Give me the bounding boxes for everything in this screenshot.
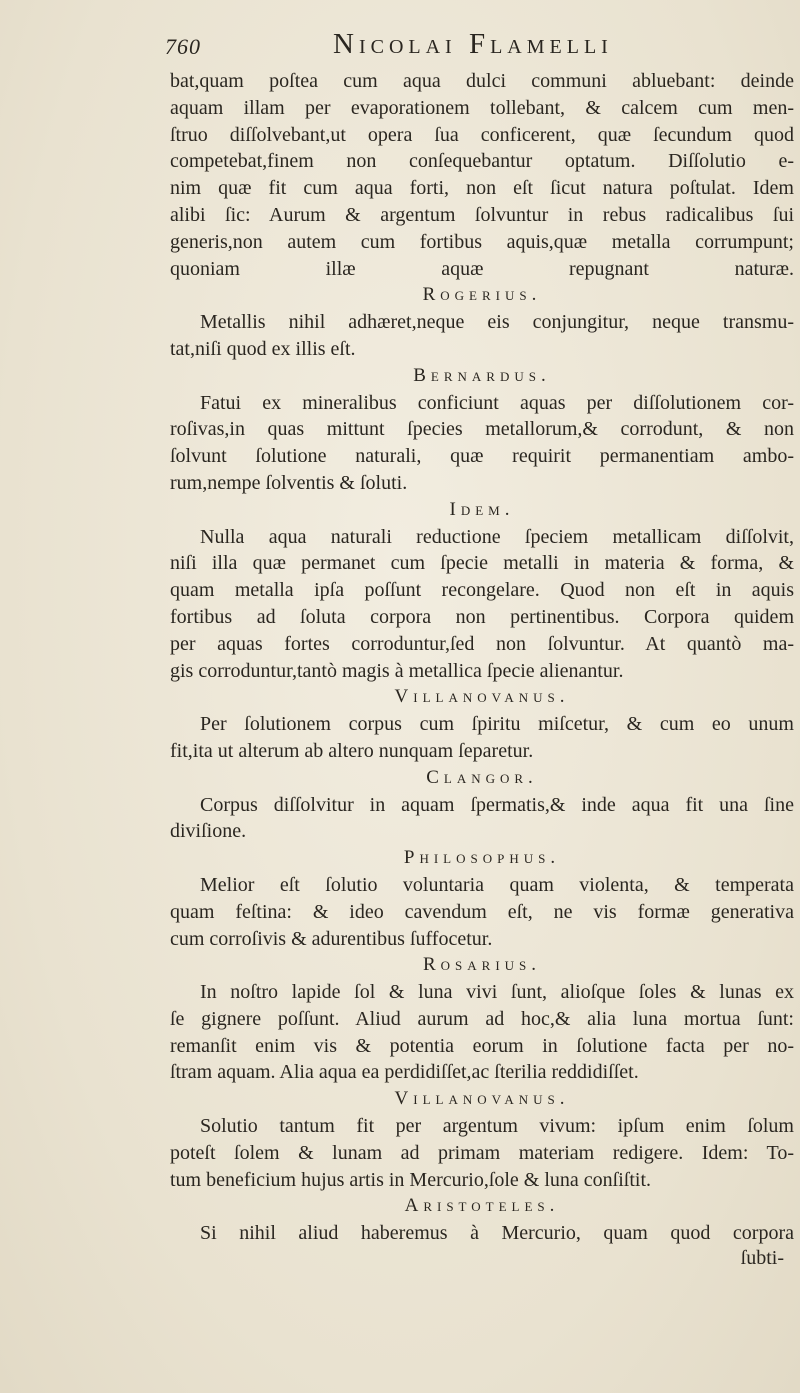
text-line: remanſit enim vis & potentia eorum in ſolutione facta per no-: [170, 1034, 794, 1057]
section-heading: Idem.: [449, 498, 515, 520]
section-heading: Rosarius.: [422, 954, 542, 976]
text-line: quam feſtina: & ideo cavendum eſt, ne vis formæ generativa: [170, 900, 794, 923]
text-line: competebat,finem non conſequebantur optatum. Diſſolutio e-: [170, 150, 794, 173]
text-line: quoniam illæ aquæ repugnant naturæ.: [170, 257, 794, 280]
text-line: Per ſolutionem corpus cum ſpiritu miſcetur, & cum eo unum: [200, 713, 794, 736]
paragraph: [170, 979, 794, 1086]
paragraph: [170, 1113, 794, 1193]
text-line: Melior eſt ſolutio voluntaria quam violenta, & temperata: [200, 873, 794, 896]
section-heading: Villanovanus.: [394, 1088, 570, 1110]
text-line: ſolvunt ſolutione naturali, quæ requirit permanentiam ambo-: [170, 445, 794, 468]
text-line: cum corroſivis & adurentibus ſuffocetur.: [170, 927, 493, 950]
page-header: [163, 28, 800, 68]
text-line: fit,ita ut alterum ab altero nunquam ſeparetur.: [170, 739, 534, 762]
catchword: ſubti-: [740, 1247, 784, 1270]
page-number: 760: [165, 34, 201, 59]
section-heading: Bernardus.: [413, 364, 551, 386]
text-line: Corpus diſſolvitur in aquam ſpermatis,& inde aqua fit una ſine: [200, 793, 794, 816]
text-line: quam metalla ipſa poſſunt recongelare. Quod non eſt in aquis: [170, 579, 794, 602]
text-line: tum beneficium hujus artis in Mercurio,ſole & luna conſiſtit.: [170, 1168, 652, 1191]
text-line: generis,non autem cum fortibus aquis,quæ metalla corrumpunt;: [170, 230, 794, 253]
paragraph: [170, 524, 794, 685]
section-heading: Aristoteles.: [404, 1195, 560, 1217]
text-line: diviſione.: [170, 820, 247, 843]
paragraph: [170, 390, 794, 497]
text-line: In noſtro lapide ſol & luna vivi ſunt, alioſque ſoles & lunas ex: [200, 981, 794, 1004]
text-line: roſivas,in quas mittunt ſpecies metallorum,& corrodunt, & non: [170, 418, 794, 441]
text-line: ſtruo diſſolvebant,ut opera ſua conficerent, quæ ſecundum quod: [170, 123, 794, 146]
text-line: aquam illam per evaporationem tollebant, & calcem cum men-: [170, 96, 794, 119]
text-line: Nulla aqua naturali reductione ſpeciem metallicam diſſolvit,: [200, 525, 794, 548]
paragraph: [170, 68, 794, 282]
text-line: ſe gignere poſſunt. Aliud aurum ad hoc,& alia luna mortua ſunt:: [170, 1007, 794, 1030]
paragraph: [170, 872, 794, 952]
text-line: per aquas fortes corroduntur,ſed non ſolvuntur. At quantò ma-: [170, 632, 794, 655]
paragraph: [170, 711, 794, 765]
paragraph: [170, 1220, 794, 1247]
text-line: fortibus ad ſoluta corpora non pertinentibus. Corpora quidem: [170, 605, 794, 628]
paragraph: [170, 309, 794, 363]
text-line: Metallis nihil adhæret,neque eis conjungitur, neque transmu-: [200, 311, 794, 334]
text-line: Si nihil aliud haberemus à Mercurio, quam quod corpora: [200, 1222, 794, 1245]
text-line: rum,nempe ſolventis & ſoluti.: [170, 471, 408, 494]
section-heading: Rogerius.: [422, 284, 542, 306]
text-line: ſtram aquam. Alia aqua ea perdidiſſet,ac ſterilia reddidiſſet.: [170, 1061, 639, 1084]
text-line: tat,niſi quod ex illis eſt.: [170, 337, 356, 360]
section-heading: Clangor.: [426, 766, 538, 788]
text-line: niſi illa quæ permanet cum ſpecie metalli in materia & forma, &: [170, 552, 794, 575]
text-line: Fatui ex mineralibus conficiunt aquas per diſſolutionem cor-: [200, 391, 794, 414]
paragraph: [170, 792, 794, 846]
body-text: [170, 68, 794, 1270]
text-line: nim quæ fit cum aqua forti, non eſt ſicut natura poſtulat. Idem: [170, 177, 794, 200]
section-heading: Villanovanus.: [394, 686, 570, 708]
text-line: gis corroduntur,tantò magis à metallica ſpecie alienantur.: [170, 659, 624, 682]
text-line: poteſt ſolem & lunam ad primam materiam redigere. Idem: To-: [170, 1141, 794, 1164]
text-line: Solutio tantum fit per argentum vivum: ipſum enim ſolum: [200, 1115, 794, 1138]
running-head: Nicolai Flamelli: [333, 28, 613, 60]
section-heading: Philosophus.: [403, 847, 561, 869]
text-line: bat,quam poſtea cum aqua dulci communi abluebant: deinde: [170, 70, 794, 92]
text-line: alibi ſic: Aurum & argentum ſolvuntur in rebus radicalibus ſui: [170, 203, 794, 226]
